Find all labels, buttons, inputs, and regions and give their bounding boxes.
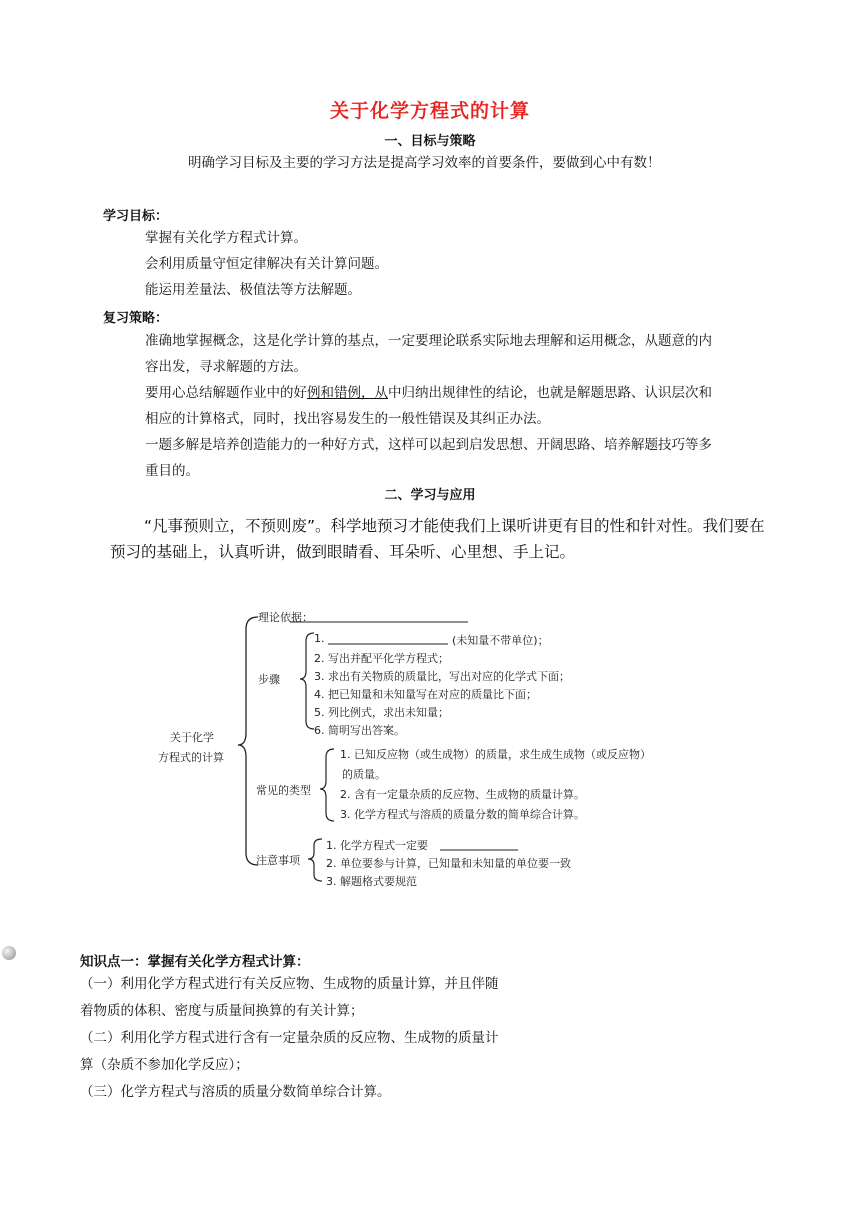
goal-item: 会利用质量守恒定律解决有关计算问题。 (145, 256, 388, 272)
section-heading-study-apply: 二、学习与应用 (384, 488, 476, 503)
strategy-paragraph: 容出发，寻求解题的方法。 (145, 359, 307, 375)
notes-brace (308, 839, 322, 881)
root-node-line2: 方程式的计算 (158, 751, 224, 764)
step-item: 1. (314, 632, 325, 645)
section-intro: 明确学习目标及主要的学习方法是提高学习效率的首要条件，要做到心中有数！ (188, 155, 661, 171)
knowledge-line: 着物质的体积、密度与质量间换算的有关计算； (80, 1003, 364, 1019)
note-item: 3. 解题格式要规范 (326, 875, 417, 888)
types-label: 常见的类型 (256, 784, 311, 797)
strategy-paragraph: 重目的。 (145, 463, 199, 479)
knowledge-heading: 知识点一：掌握有关化学方程式计算： (80, 954, 310, 970)
note-item: 1. 化学方程式一定要 (326, 839, 428, 852)
strategy-paragraph: 准确地掌握概念，这是化学计算的基点，一定要理论联系实际地去理解和运用概念，从题意的内 (145, 333, 712, 349)
type-item: 的质量。 (342, 768, 386, 781)
goals-label: 学习目标： (103, 209, 169, 224)
strategy-paragraph: 相应的计算格式，同时，找出容易发生的一般性错误及其纠正办法。 (145, 411, 550, 427)
knowledge-line: （三）化学方程式与溶质的质量分数简单综合计算。 (80, 1084, 391, 1100)
step-item: 2. 写出并配平化学方程式； (314, 652, 449, 665)
step-item: 3. 求出有关物质的质量比，写出对应的化学式下面； (314, 670, 570, 683)
type-item: 1. 已知反应物（或生成物）的质量，求生成生成物（或反应物） (340, 748, 651, 761)
strategy-text: 中归纳出规律性的结论，也就是解题思路、认识层次和 (388, 385, 712, 401)
knowledge-line: （一）利用化学方程式进行有关反应物、生成物的质量计算，并且伴随 (80, 976, 499, 992)
concept-map (150, 603, 710, 893)
note-item: 2. 单位要参与计算，已知量和未知量的单位要一致 (326, 857, 571, 870)
strategy-text: 要用心总结解题作业中的好 (145, 385, 307, 401)
root-node-line1: 关于化学 (170, 731, 214, 744)
steps-brace (300, 633, 314, 729)
knowledge-line: （二）利用化学方程式进行含有一定量杂质的反应物、生成物的质量计 (80, 1030, 499, 1046)
step-item: 5. 列比例式，求出未知量； (314, 706, 449, 719)
type-item: 3. 化学方程式与溶质的质量分数的简单综合计算。 (340, 808, 585, 821)
quote-paragraph: “凡事预则立，不预则废”。科学地预习才能使我们上课听讲更有目的性和针对性。我们要在 (144, 517, 765, 535)
section-heading-goals-strategy: 一、目标与策略 (384, 134, 476, 149)
steps-label: 步骤 (258, 673, 280, 686)
strategy-label: 复习策略： (103, 311, 169, 326)
bullet-marker-icon (2, 946, 16, 960)
theory-label: 理论依据： (258, 611, 313, 624)
strategy-underlined-text: 例和错例，从 (307, 385, 388, 401)
main-brace (238, 617, 258, 865)
notes-label: 注意事项 (256, 854, 300, 867)
strategy-paragraph (145, 380, 712, 406)
goal-item: 掌握有关化学方程式计算。 (145, 230, 307, 246)
page-title: 关于化学方程式的计算 (329, 100, 530, 122)
knowledge-line: 算（杂质不参加化学反应）； (80, 1057, 249, 1073)
step-item: 6. 简明写出答案。 (314, 724, 405, 737)
strategy-paragraph: 一题多解是培养创造能力的一种好方式，这样可以起到启发思想、开阔思路、培养解题技巧等多 (145, 437, 712, 453)
types-brace (320, 749, 334, 821)
quote-paragraph: 预习的基础上，认真听讲，做到眼睛看、耳朵听、心里想、手上记。 (110, 543, 576, 561)
type-item: 2. 含有一定量杂质的反应物、生成物的质量计算。 (340, 788, 585, 801)
step-item: 4. 把已知量和未知量写在对应的质量比下面； (314, 688, 537, 701)
goal-item: 能运用差量法、极值法等方法解题。 (145, 282, 361, 298)
step-item: (未知量不带单位)； (452, 634, 549, 647)
